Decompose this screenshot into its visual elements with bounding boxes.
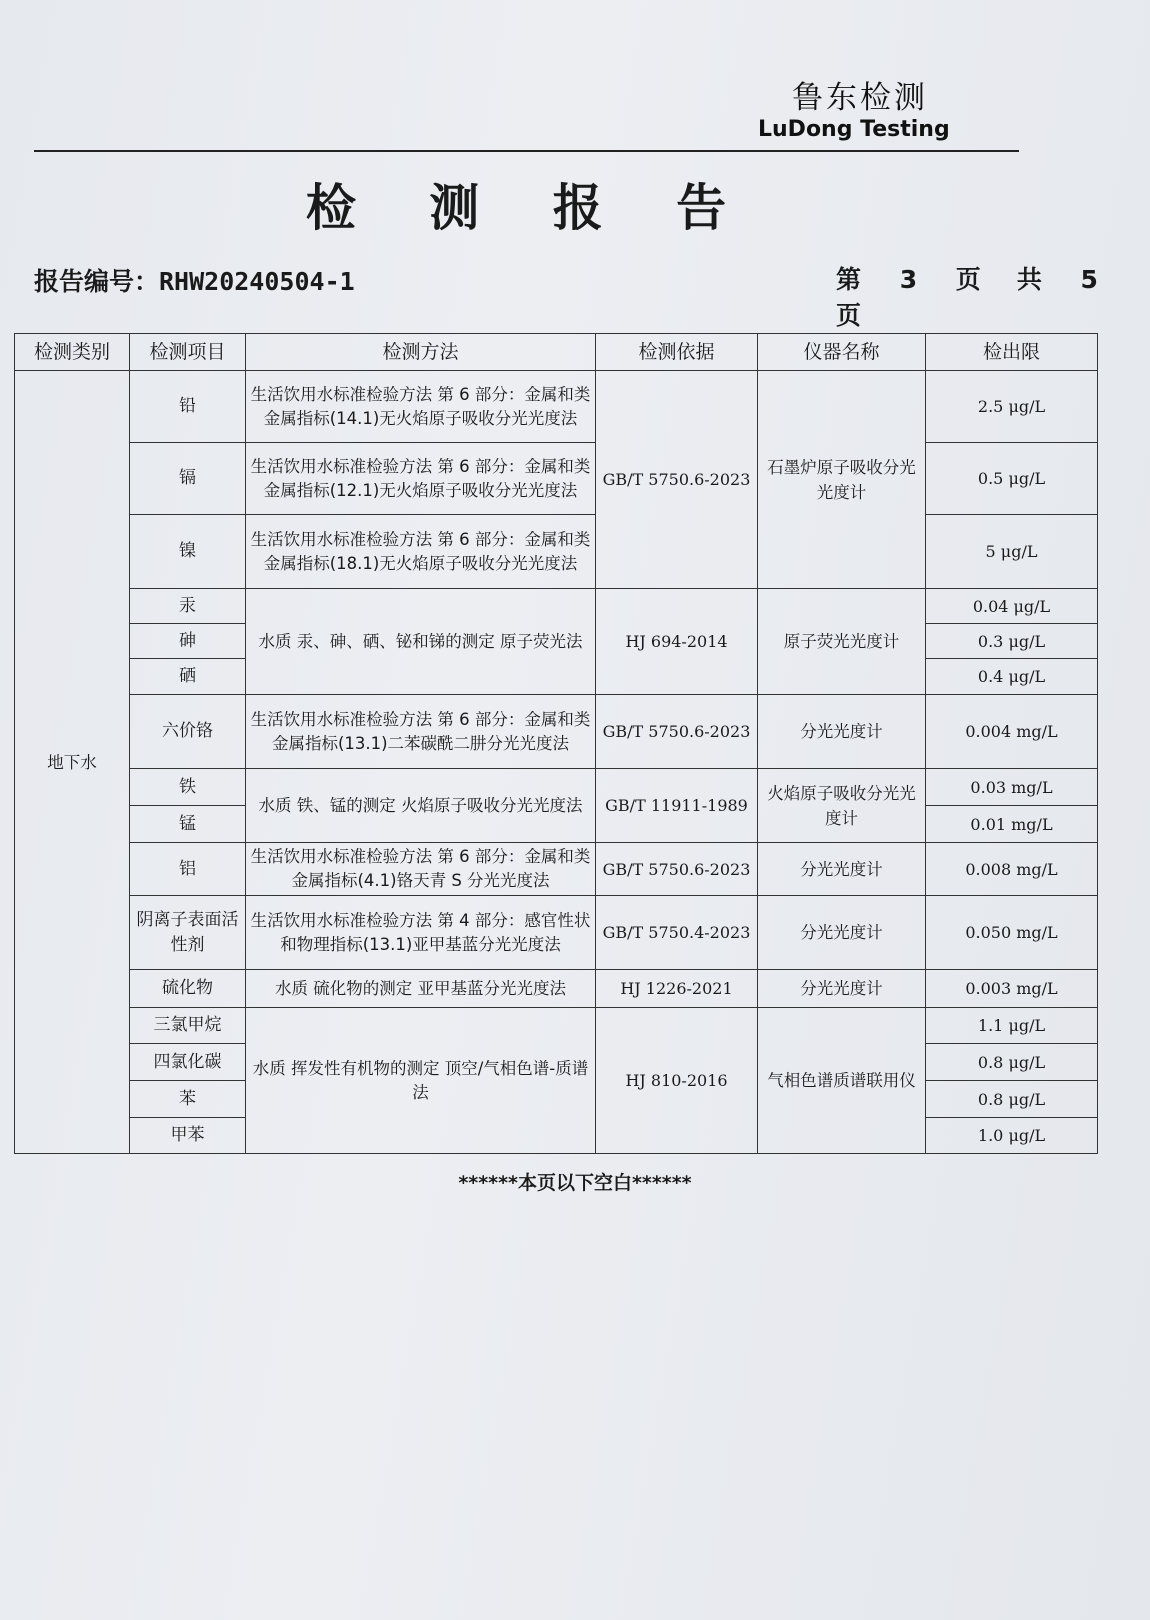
limit-cell: 0.01 mg/L — [926, 806, 1098, 843]
basis-cell: GB/T 5750.6-2023 — [596, 695, 758, 769]
basis-cell: HJ 810-2016 — [596, 1008, 758, 1154]
brand-name-cn: 鲁东检测 — [792, 80, 928, 116]
method-cell: 生活饮用水标准检验方法 第 6 部分：金属和类金属指标(14.1)无火焰原子吸收分光光度法 — [246, 371, 596, 443]
limit-cell: 0.004 mg/L — [926, 695, 1098, 769]
table-row — [15, 896, 1098, 970]
item-cell: 硫化物 — [130, 970, 246, 1008]
method-cell: 生活饮用水标准检验方法 第 6 部分：金属和类金属指标(4.1)铬天青 S 分光光度法 — [246, 843, 596, 896]
item-cell: 汞 — [130, 589, 246, 624]
limit-cell: 0.050 mg/L — [926, 896, 1098, 970]
item-cell: 三氯甲烷 — [130, 1008, 246, 1044]
page-total: 共 5 页 — [836, 265, 1098, 330]
column-header: 检测方法 — [246, 334, 596, 371]
column-header: 检测项目 — [130, 334, 246, 371]
header-divider — [34, 150, 1019, 152]
limit-cell: 0.04 μg/L — [926, 589, 1098, 624]
basis-cell: GB/T 11911-1989 — [596, 769, 758, 843]
method-cell: 水质 铁、锰的测定 火焰原子吸收分光光度法 — [246, 769, 596, 843]
item-cell: 铝 — [130, 843, 246, 896]
method-cell: 水质 汞、砷、硒、铋和锑的测定 原子荧光法 — [246, 589, 596, 695]
method-cell: 生活饮用水标准检验方法 第 6 部分：金属和类金属指标(12.1)无火焰原子吸收分光光度法 — [246, 443, 596, 515]
basis-cell: GB/T 5750.6-2023 — [596, 843, 758, 896]
table-row — [15, 589, 1098, 624]
table-row — [15, 371, 1098, 443]
method-cell: 水质 挥发性有机物的测定 顶空/气相色谱-质谱法 — [246, 1008, 596, 1154]
limit-cell: 1.1 μg/L — [926, 1008, 1098, 1044]
table-row — [15, 769, 1098, 806]
limit-cell: 0.003 mg/L — [926, 970, 1098, 1008]
limit-cell: 0.008 mg/L — [926, 843, 1098, 896]
table-header-row — [15, 334, 1098, 371]
instrument-cell: 原子荧光光度计 — [758, 589, 926, 695]
instrument-cell: 气相色谱质谱联用仪 — [758, 1008, 926, 1154]
instrument-cell: 分光光度计 — [758, 896, 926, 970]
results-table — [14, 333, 1098, 1154]
item-cell: 镍 — [130, 515, 246, 589]
page-indicator — [836, 260, 1150, 332]
limit-cell: 0.4 μg/L — [926, 659, 1098, 695]
blank-below-note: ******本页以下空白****** — [458, 1172, 692, 1194]
item-cell: 甲苯 — [130, 1118, 246, 1154]
instrument-cell: 分光光度计 — [758, 970, 926, 1008]
table-row — [15, 843, 1098, 896]
column-header: 检测依据 — [596, 334, 758, 371]
category-cell: 地下水 — [15, 371, 130, 1154]
limit-cell: 0.5 μg/L — [926, 443, 1098, 515]
instrument-cell: 火焰原子吸收分光光度计 — [758, 769, 926, 843]
method-cell: 水质 硫化物的测定 亚甲基蓝分光光度法 — [246, 970, 596, 1008]
limit-cell: 5 μg/L — [926, 515, 1098, 589]
table-row — [15, 970, 1098, 1008]
instrument-cell: 石墨炉原子吸收分光光度计 — [758, 371, 926, 589]
limit-cell: 0.3 μg/L — [926, 624, 1098, 659]
item-cell: 四氯化碳 — [130, 1044, 246, 1081]
table-row — [15, 515, 1098, 589]
page-current: 第 3 页 — [836, 265, 981, 294]
method-cell: 生活饮用水标准检验方法 第 6 部分：金属和类金属指标(18.1)无火焰原子吸收分光光度法 — [246, 515, 596, 589]
column-header: 检测类别 — [15, 334, 130, 371]
limit-cell: 2.5 μg/L — [926, 371, 1098, 443]
method-cell: 生活饮用水标准检验方法 第 6 部分：金属和类金属指标(13.1)二苯碳酰二肼分光光度法 — [246, 695, 596, 769]
column-header: 仪器名称 — [758, 334, 926, 371]
limit-cell: 1.0 μg/L — [926, 1118, 1098, 1154]
page-title: 检 测 报 告 — [305, 179, 755, 237]
item-cell: 硒 — [130, 659, 246, 695]
item-cell: 六价铬 — [130, 695, 246, 769]
basis-cell: GB/T 5750.4-2023 — [596, 896, 758, 970]
brand-name-en: LuDong Testing — [758, 117, 950, 142]
basis-cell: HJ 1226-2021 — [596, 970, 758, 1008]
instrument-cell: 分光光度计 — [758, 695, 926, 769]
item-cell: 锰 — [130, 806, 246, 843]
column-header: 检出限 — [926, 334, 1098, 371]
limit-cell: 0.8 μg/L — [926, 1044, 1098, 1081]
basis-cell: HJ 694-2014 — [596, 589, 758, 695]
method-cell: 生活饮用水标准检验方法 第 4 部分：感官性状和物理指标(13.1)亚甲基蓝分光光度法 — [246, 896, 596, 970]
item-cell: 镉 — [130, 443, 246, 515]
table-row — [15, 443, 1098, 515]
table-row — [15, 1008, 1098, 1044]
limit-cell: 0.03 mg/L — [926, 769, 1098, 806]
item-cell: 阴离子表面活性剂 — [130, 896, 246, 970]
table-row — [15, 695, 1098, 769]
report-number: 报告编号：RHW20240504-1 — [34, 267, 355, 296]
item-cell: 苯 — [130, 1081, 246, 1118]
basis-cell: GB/T 5750.6-2023 — [596, 371, 758, 589]
item-cell: 铅 — [130, 371, 246, 443]
instrument-cell: 分光光度计 — [758, 843, 926, 896]
limit-cell: 0.8 μg/L — [926, 1081, 1098, 1118]
item-cell: 铁 — [130, 769, 246, 806]
item-cell: 砷 — [130, 624, 246, 659]
